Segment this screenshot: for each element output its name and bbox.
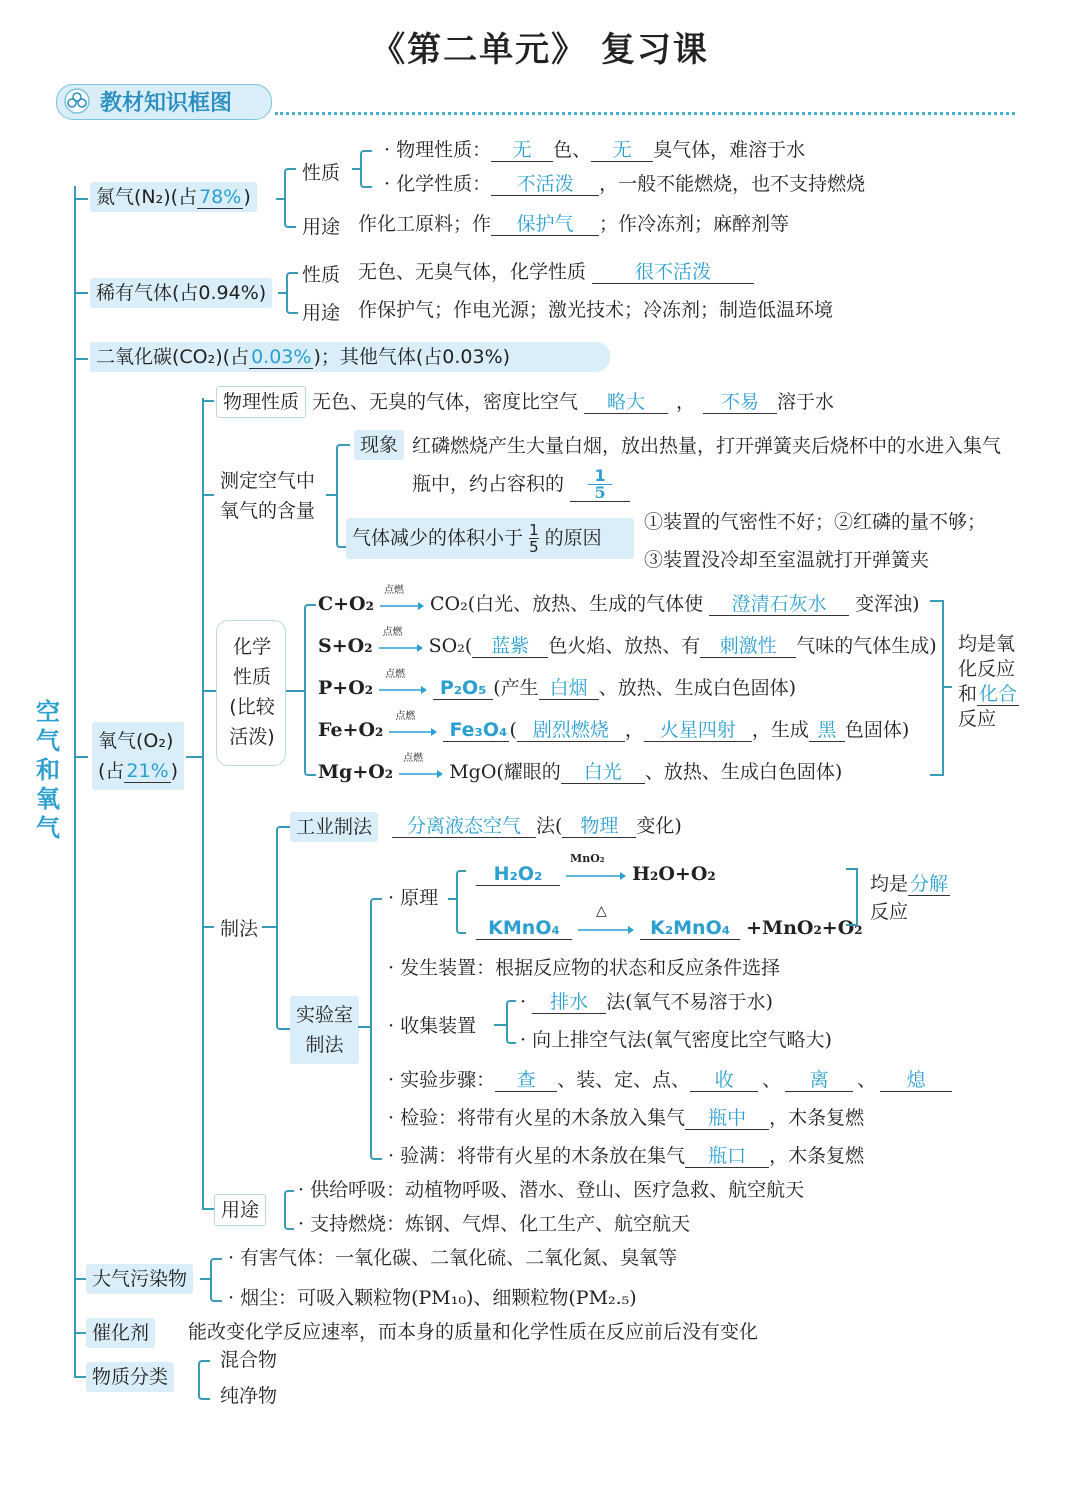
main-spine: [74, 186, 76, 1376]
n2-use-label: 用途: [302, 216, 341, 238]
n2-prop-label: 性质: [302, 162, 341, 184]
connector: [210, 1258, 222, 1302]
rare-use-row: 作保护气；作电光源；激光技术；冷冻剂；制造低温环境: [358, 299, 834, 321]
n2-use-row: 作化工原料；作 保护气 ；作冷冻剂；麻醉剂等: [358, 213, 790, 235]
rare-prop-label: 性质: [302, 264, 341, 286]
o2-use-label: 用途: [214, 1194, 266, 1226]
pollutant-label: 大气污染物: [86, 1264, 193, 1294]
collection-label: · 收集装置: [388, 1015, 477, 1037]
connector: [202, 926, 214, 928]
connector: [284, 168, 296, 228]
connector: [202, 400, 214, 402]
reason-1: ①装置的气密性不好；②红磷的量不够；: [644, 511, 987, 533]
connector: [186, 756, 202, 758]
generator-row: · 发生装置：根据反应物的状态和反应条件选择: [388, 957, 781, 979]
phen-row2: 瓶中，约占容积的 $\frac{1}{5}$: [412, 468, 630, 502]
classify-b: 纯净物: [220, 1385, 278, 1407]
connector: [942, 686, 952, 688]
connector: [278, 292, 286, 294]
measure-label: 测定空气中 氧气的含量: [220, 470, 316, 522]
connector: [930, 600, 944, 776]
connector: [286, 272, 298, 314]
connector: [326, 494, 336, 496]
connector: [74, 756, 88, 758]
connector: [262, 926, 276, 928]
rare-label: 稀有气体(占0.94%): [90, 278, 272, 308]
page-title: 《第二单元》 复习课: [371, 30, 709, 70]
full-row: · 验满：将带有火星的木条放在集气 瓶口 ，木条复燃: [388, 1145, 865, 1167]
connector: [202, 690, 216, 692]
co2-label: 二氧化碳(CO₂)(占 0.03% )；其他气体(占0.03%): [90, 342, 610, 372]
kmno4-reaction: KMnO₄ △ K₂MnO₄ +MnO₂+O₂: [476, 916, 863, 941]
pollutant-gas: · 有害气体：一氧化碳、二氧化硫、二氧化氮、臭氧等: [228, 1247, 678, 1269]
connector: [202, 494, 214, 496]
connector: [276, 198, 284, 200]
reason-label: 气体减少的体积小于 $\frac{1}{5}$ 的原因: [346, 518, 634, 559]
dotted-divider: [275, 112, 1015, 115]
connector: [304, 604, 316, 776]
connector: [74, 198, 88, 200]
connector: [286, 690, 304, 692]
classify-label: 物质分类: [86, 1362, 174, 1392]
connector: [358, 1026, 370, 1028]
phen-row1: 红磷燃烧产生大量白烟，放出热量，打开弹簧夹后烧杯中的水进入集气: [412, 435, 1002, 457]
o2-use-1: · 供给呼吸：动植物呼吸、潜水、登山、医疗急救、航空航天: [298, 1179, 805, 1201]
reaction-s: S+O₂ 点燃 SO₂( 蓝紫 色火焰、放热、有 刺激性 气味的气体生成): [318, 627, 937, 657]
connector: [198, 1360, 210, 1400]
check-row: · 检验：将带有火星的木条放入集气 瓶中 ，木条复燃: [388, 1107, 865, 1129]
oxidation-note: 均是氧 化反应 和 化合 反应: [958, 633, 1018, 730]
connector: [456, 870, 466, 934]
chem-label: 化学 性质 (比较 活泼): [229, 636, 275, 748]
reason-2: ③装置没冷却至室温就打开弹簧夹: [644, 549, 930, 571]
o2-phys-row: 无色、无臭的气体，密度比空气 略大 ， 不易 溶于水: [312, 391, 835, 413]
n2-phys-row: · 物理性质： 无 色、 无 臭气体，难溶于水: [384, 139, 806, 161]
o2-use-2: · 支持燃烧：炼钢、气焊、化工生产、航空航天: [298, 1213, 691, 1235]
reaction-p: P+O₂ 点燃 P₂O₅ (产生 白烟 、放热、生成白色固体): [318, 669, 797, 699]
reaction-mg: Mg+O₂ 点燃 MgO(耀眼的 白光 、放热、生成白色固体): [318, 753, 843, 783]
pollutant-dust: · 烟尘：可吸入颗粒物(PM₁₀)、细颗粒物(PM₂.₅): [228, 1287, 637, 1309]
catalyst-label: 催化剂: [86, 1318, 155, 1348]
collection-row2: · 向上排空气法(氧气密度比空气略大): [520, 1029, 832, 1051]
connector: [846, 868, 858, 926]
banner-title: 教材知识框图: [100, 91, 233, 116]
side-label: 空气和氧气: [36, 696, 60, 845]
o2-spine: [202, 398, 204, 1210]
n2-label: 氮气(N₂)(占 78% ): [90, 182, 257, 212]
connector: [284, 1190, 294, 1230]
connector: [202, 1208, 214, 1210]
connector: [494, 1024, 506, 1026]
o2-label: 氧气(O₂) (占 21% ): [92, 722, 184, 790]
principle-label: · 原理: [388, 887, 439, 909]
connector: [448, 898, 456, 900]
connector: [370, 898, 382, 1160]
decomp-note: 均是 分解 反应: [870, 873, 949, 923]
catalyst-def: 能改变化学反应速率，而本身的质量和化学性质在反应前后没有变化: [188, 1321, 759, 1343]
phen-label: 现象: [354, 430, 404, 460]
o2-phys-label: 物理性质: [216, 386, 306, 418]
industrial-row: 分离液态空气 法( 物理 变化): [392, 814, 682, 838]
lab-label: 实验室 制法: [290, 996, 359, 1064]
reaction-fe: Fe+O₂ 点燃 Fe₃O₄ ( 剧烈燃烧 ， 火星四射 ，生成 黑 色固体): [318, 711, 910, 741]
industrial-label: 工业制法: [290, 812, 378, 842]
connector: [352, 168, 360, 170]
connector: [74, 292, 88, 294]
steps-row: · 实验步骤： 查 、装、定、点、 收 、 离 、 熄: [388, 1068, 952, 1092]
connector: [360, 150, 372, 188]
classify-a: 混合物: [220, 1349, 278, 1371]
connector: [200, 1278, 210, 1280]
connector: [74, 358, 88, 360]
collection-row1: · 排水 法(氧气不易溶于水): [520, 991, 773, 1013]
n2-chem-row: · 化学性质： 不活泼 ，一般不能燃烧，也不支持燃烧: [384, 173, 866, 195]
rare-prop-row: 无色、无臭气体，化学性质 很不活泼: [358, 260, 754, 284]
connector: [276, 826, 290, 1030]
h2o2-reaction: H₂O₂ MnO₂ H₂O+O₂: [476, 862, 716, 887]
rare-use-label: 用途: [302, 302, 341, 324]
connector: [506, 1000, 516, 1044]
molecule-icon: [62, 88, 92, 118]
prep-label: 制法: [220, 918, 259, 940]
reaction-c: C+O₂ 点燃 CO₂(白光、放热、生成的气体使 澄清石灰水 变浑浊): [318, 585, 920, 615]
